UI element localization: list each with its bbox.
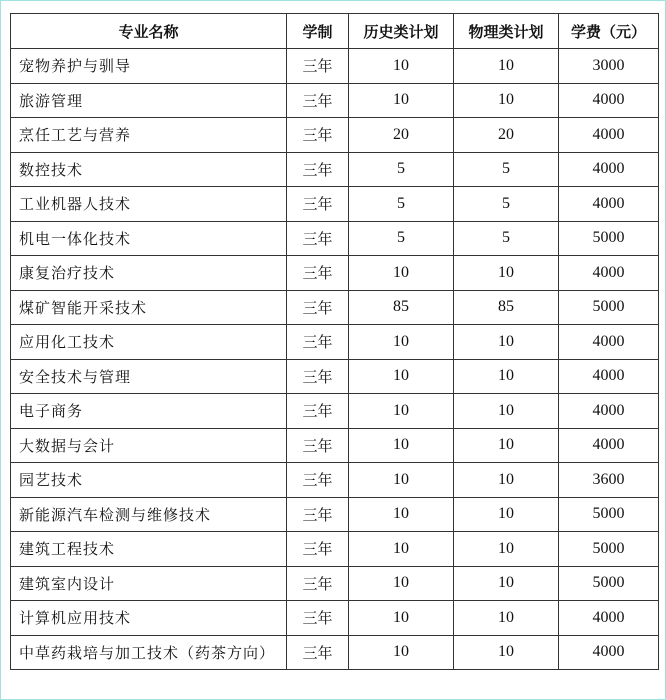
duration-cell: 三年 xyxy=(287,290,349,325)
major-name-cell: 应用化工技术 xyxy=(11,325,287,360)
tuition-cell: 4000 xyxy=(559,394,659,429)
history-plan-cell: 10 xyxy=(349,635,454,670)
table-row xyxy=(11,635,659,670)
physics-plan-cell: 20 xyxy=(454,118,559,153)
history-plan-cell: 10 xyxy=(349,463,454,498)
major-name-cell: 康复治疗技术 xyxy=(11,256,287,291)
physics-plan-cell: 10 xyxy=(454,601,559,636)
header-major-name: 专业名称 xyxy=(11,14,287,49)
physics-plan-cell: 10 xyxy=(454,394,559,429)
physics-plan-cell: 10 xyxy=(454,463,559,498)
major-name-cell: 新能源汽车检测与维修技术 xyxy=(11,497,287,532)
duration-cell: 三年 xyxy=(287,152,349,187)
major-name-cell: 园艺技术 xyxy=(11,463,287,498)
major-name-cell: 计算机应用技术 xyxy=(11,601,287,636)
history-plan-cell: 5 xyxy=(349,152,454,187)
tuition-cell: 4000 xyxy=(559,152,659,187)
duration-cell: 三年 xyxy=(287,325,349,360)
tuition-cell: 4000 xyxy=(559,83,659,118)
duration-cell: 三年 xyxy=(287,532,349,567)
duration-cell: 三年 xyxy=(287,359,349,394)
duration-cell: 三年 xyxy=(287,463,349,498)
tuition-cell: 5000 xyxy=(559,497,659,532)
major-name-cell: 宠物养护与驯导 xyxy=(11,49,287,84)
duration-cell: 三年 xyxy=(287,635,349,670)
tuition-cell: 5000 xyxy=(559,532,659,567)
physics-plan-cell: 10 xyxy=(454,566,559,601)
table-row xyxy=(11,118,659,153)
physics-plan-cell: 85 xyxy=(454,290,559,325)
table-row xyxy=(11,428,659,463)
tuition-cell: 4000 xyxy=(559,256,659,291)
major-name-cell: 建筑工程技术 xyxy=(11,532,287,567)
duration-cell: 三年 xyxy=(287,118,349,153)
duration-cell: 三年 xyxy=(287,428,349,463)
physics-plan-cell: 10 xyxy=(454,497,559,532)
physics-plan-cell: 10 xyxy=(454,359,559,394)
major-name-cell: 数控技术 xyxy=(11,152,287,187)
duration-cell: 三年 xyxy=(287,497,349,532)
duration-cell: 三年 xyxy=(287,394,349,429)
history-plan-cell: 10 xyxy=(349,532,454,567)
table-row xyxy=(11,601,659,636)
physics-plan-cell: 10 xyxy=(454,83,559,118)
major-name-cell: 电子商务 xyxy=(11,394,287,429)
physics-plan-cell: 10 xyxy=(454,532,559,567)
header-physics-plan: 物理类计划 xyxy=(454,14,559,49)
tuition-cell: 4000 xyxy=(559,359,659,394)
table-row xyxy=(11,566,659,601)
tuition-cell: 5000 xyxy=(559,290,659,325)
table-row xyxy=(11,359,659,394)
major-name-cell: 中草药栽培与加工技术（药茶方向） xyxy=(11,635,287,670)
major-name-cell: 工业机器人技术 xyxy=(11,187,287,222)
table-row xyxy=(11,221,659,256)
history-plan-cell: 10 xyxy=(349,601,454,636)
table-row xyxy=(11,463,659,498)
major-name-cell: 煤矿智能开采技术 xyxy=(11,290,287,325)
history-plan-cell: 10 xyxy=(349,428,454,463)
duration-cell: 三年 xyxy=(287,49,349,84)
tuition-cell: 4000 xyxy=(559,601,659,636)
history-plan-cell: 5 xyxy=(349,221,454,256)
tuition-cell: 4000 xyxy=(559,428,659,463)
tuition-cell: 4000 xyxy=(559,118,659,153)
history-plan-cell: 5 xyxy=(349,187,454,222)
duration-cell: 三年 xyxy=(287,566,349,601)
table-row xyxy=(11,394,659,429)
table-row xyxy=(11,325,659,360)
history-plan-cell: 10 xyxy=(349,566,454,601)
table-row xyxy=(11,290,659,325)
physics-plan-cell: 10 xyxy=(454,256,559,291)
physics-plan-cell: 10 xyxy=(454,428,559,463)
major-name-cell: 大数据与会计 xyxy=(11,428,287,463)
duration-cell: 三年 xyxy=(287,187,349,222)
table-row xyxy=(11,532,659,567)
history-plan-cell: 10 xyxy=(349,49,454,84)
enrollment-plan-table xyxy=(10,13,659,670)
table-row xyxy=(11,187,659,222)
tuition-cell: 3000 xyxy=(559,49,659,84)
major-name-cell: 机电一体化技术 xyxy=(11,221,287,256)
history-plan-cell: 10 xyxy=(349,325,454,360)
table-row xyxy=(11,83,659,118)
header-history-plan: 历史类计划 xyxy=(349,14,454,49)
history-plan-cell: 10 xyxy=(349,256,454,291)
major-name-cell: 旅游管理 xyxy=(11,83,287,118)
history-plan-cell: 20 xyxy=(349,118,454,153)
major-name-cell: 建筑室内设计 xyxy=(11,566,287,601)
physics-plan-cell: 5 xyxy=(454,221,559,256)
physics-plan-cell: 10 xyxy=(454,635,559,670)
physics-plan-cell: 5 xyxy=(454,152,559,187)
table-row xyxy=(11,152,659,187)
major-name-cell: 安全技术与管理 xyxy=(11,359,287,394)
header-duration: 学制 xyxy=(287,14,349,49)
duration-cell: 三年 xyxy=(287,256,349,291)
history-plan-cell: 10 xyxy=(349,359,454,394)
history-plan-cell: 85 xyxy=(349,290,454,325)
history-plan-cell: 10 xyxy=(349,394,454,429)
tuition-cell: 4000 xyxy=(559,187,659,222)
tuition-cell: 4000 xyxy=(559,325,659,360)
physics-plan-cell: 5 xyxy=(454,187,559,222)
table-row xyxy=(11,497,659,532)
physics-plan-cell: 10 xyxy=(454,325,559,360)
history-plan-cell: 10 xyxy=(349,497,454,532)
table-row xyxy=(11,256,659,291)
duration-cell: 三年 xyxy=(287,221,349,256)
tuition-cell: 3600 xyxy=(559,463,659,498)
table-header-row xyxy=(11,14,659,49)
tuition-cell: 5000 xyxy=(559,566,659,601)
header-tuition: 学费（元） xyxy=(559,14,659,49)
duration-cell: 三年 xyxy=(287,601,349,636)
history-plan-cell: 10 xyxy=(349,83,454,118)
duration-cell: 三年 xyxy=(287,83,349,118)
major-name-cell: 烹任工艺与营养 xyxy=(11,118,287,153)
physics-plan-cell: 10 xyxy=(454,49,559,84)
table-row xyxy=(11,49,659,84)
tuition-cell: 5000 xyxy=(559,221,659,256)
tuition-cell: 4000 xyxy=(559,635,659,670)
